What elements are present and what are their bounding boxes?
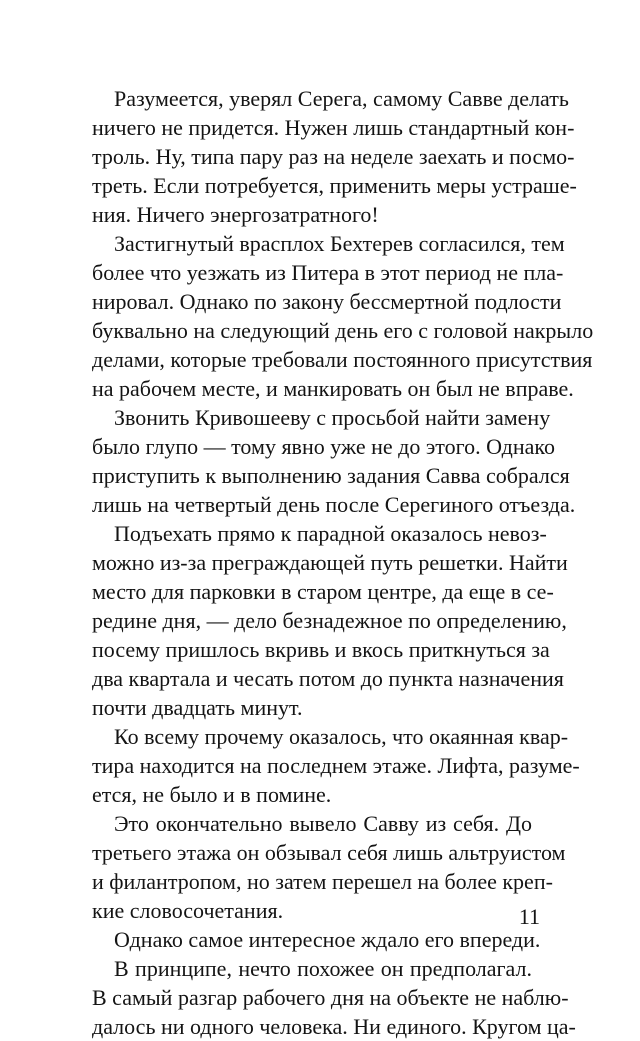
text-line: делами, которые требовали постоянного присутствия — [92, 347, 593, 372]
text-line: Однако самое интересное ждало его впереди. — [114, 927, 541, 952]
text-line: можно из-за преграждающей путь решетки. Найти — [92, 550, 568, 575]
text-line: на рабочем месте, и манкировать он был не вправе. — [92, 376, 574, 401]
text-line: кие словосочетания. — [92, 898, 284, 923]
text-line: место для парковки в старом центре, да еще в се- — [92, 579, 554, 604]
text-line: В самый разгар рабочего дня на объекте не наблю- — [92, 985, 569, 1010]
text-line: треть. Если потребуется, применить меры устраше- — [92, 173, 577, 198]
text-line: ничего не придется. Нужен лишь стандартный кон- — [92, 115, 575, 140]
text-line: приступить к выполнению задания Савва собрался — [92, 463, 570, 488]
text-line: Звонить Кривошееву с просьбой найти замену — [114, 405, 551, 430]
text-line: редине дня, — дело безнадежное по определению, — [92, 608, 567, 633]
text-line: далось ни одного человека. Ни единого. Кругом ца- — [92, 1014, 576, 1039]
text-line: тира находится на последнем этаже. Лифта, разуме- — [92, 753, 580, 778]
text-line: более что уезжать из Питера в этот период не пла- — [92, 260, 564, 285]
text-line: третьего этажа он обзывал себя лишь альтруистом — [92, 840, 566, 865]
page-number: 11 — [518, 904, 540, 929]
text-line: Разумеется, уверял Серега, самому Савве делать — [114, 86, 569, 111]
text-line: буквально на следующий день его с головой накрыло — [92, 318, 594, 343]
text-line: В принципе, нечто похожее он предполагал. — [114, 956, 532, 981]
text-line: Застигнутый врасплох Бехтерев согласился, тем — [114, 231, 565, 256]
text-line: и филантропом, но затем перешел на более креп- — [92, 869, 553, 894]
text-line: ния. Ничего энергозатратного! — [92, 202, 379, 227]
text-line: троль. Ну, типа пару раз на неделе заехать и посмо- — [92, 144, 575, 169]
text-line: почти двадцать минут. — [92, 695, 303, 720]
text-line: два квартала и чесать потом до пункта назначения — [92, 666, 564, 691]
text-line: нировал. Однако по закону бессмертной подлости — [92, 289, 562, 314]
text-line: Это окончательно вывело Савву из себя. До — [114, 811, 532, 836]
text-line: Подъехать прямо к парадной оказалось невоз- — [114, 521, 547, 546]
text-line: посему пришлось вкривь и вкось приткнуться за — [92, 637, 550, 662]
text-line: лишь на четвертый день после Серегиного отъезда. — [92, 492, 576, 517]
text-line: Ко всему прочему оказалось, что окаянная квар- — [114, 724, 569, 749]
text-line: было глупо — тому явно уже не до этого. Однако — [92, 434, 555, 459]
text-line: ется, не было и в помине. — [92, 782, 332, 807]
body-text — [92, 84, 594, 1041]
